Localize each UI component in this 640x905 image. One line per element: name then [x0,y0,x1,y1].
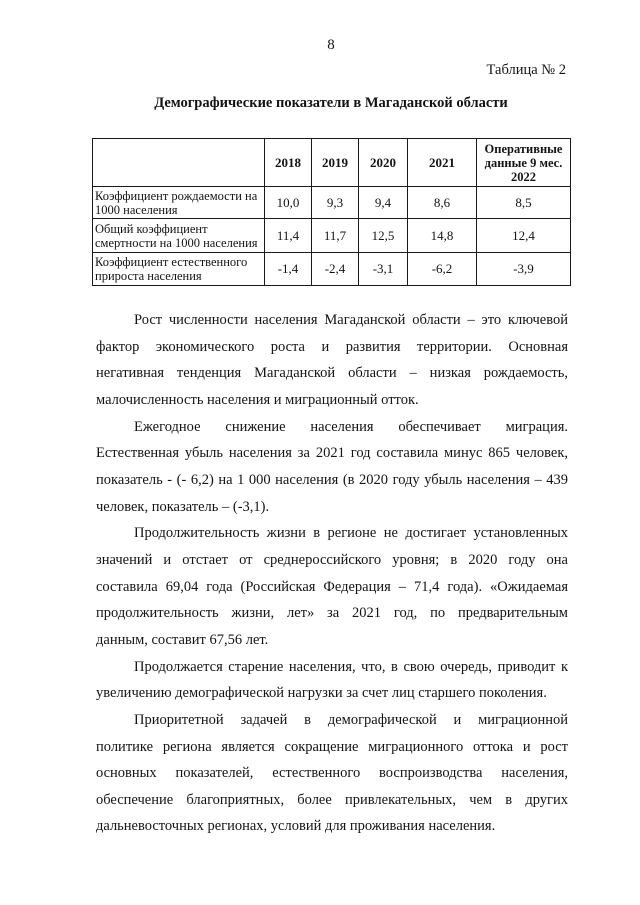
paragraph [96,520,568,653]
paragraph-line: увеличению демографической нагрузки за счет лиц старшего поколения. [96,685,547,702]
paragraph-line: дальневосточных регионах, условий для проживания населения. [96,818,496,835]
paragraph-line: человек, показатель – (-3,1). [96,498,270,515]
table-row [93,219,571,253]
table-header-row [93,139,571,187]
header-line: 2022 [511,169,536,184]
table-header-year: 2020 [359,139,408,187]
table-header-year: 2019 [312,139,359,187]
table-cell-value: -3,9 [477,253,571,286]
row-label-line: 1000 населения [95,202,178,217]
table-header-operative [477,139,571,187]
row-label-line: смертности на 1000 населения [95,235,258,250]
paragraph [96,414,568,521]
table-row [93,253,571,286]
table-cell-value: 9,4 [359,187,408,219]
paragraph-line: Ежегодное снижение населения обеспечивает миграция. [134,418,568,435]
table-cell-value: -3,1 [359,253,408,286]
header-line: данные 9 мес. [484,155,563,170]
paragraph-line: малочисленность населения и миграционный отток. [96,391,419,408]
row-label-line: Общий коэффициент [95,221,208,236]
table-row [93,187,571,219]
paragraph [96,707,568,840]
paragraph-line: фактор экономического роста и развития территории. Основная [96,338,568,355]
paragraph [96,654,568,707]
paragraph-line: составила 69,04 года (Российская Федерация – 71,4 года). «Ожидаемая [96,578,568,595]
row-label-line: Коэффициент рождаемости на [95,188,258,203]
table-header-year: 2018 [265,139,312,187]
row-label [93,187,265,219]
paragraph [96,307,568,414]
paragraph-line: Продолжительность жизни в регионе не достигает установленных [134,525,568,542]
table-cell-value: -1,4 [265,253,312,286]
paragraph-line: показатель - (- 6,2) на 1 000 населения (в 2020 году убыль населения – 439 [96,471,568,488]
table-cell-value: 14,8 [408,219,477,253]
table-cell-value: 8,5 [477,187,571,219]
paragraph-line: обеспечение благоприятных, более привлекательных, чем в других [96,791,568,808]
table-cell-value: 11,4 [265,219,312,253]
page-number: 8 [327,37,335,53]
row-label-line: Коэффициент естественного [95,255,248,269]
table-caption: Таблица № 2 [486,62,566,78]
paragraph-line: политике региона является сокращение миграционного оттока и рост [96,738,568,755]
table-cell-value: 9,3 [312,187,359,219]
demographic-table [92,138,571,286]
body-text [96,307,568,840]
table-cell-value: 12,5 [359,219,408,253]
table-cell-value: -2,4 [312,253,359,286]
paragraph-line: Естественная убыль населения за 2021 год составила минус 865 человек, [96,445,568,462]
paragraph-line: Рост численности населения Магаданской области – это ключевой [134,312,568,328]
table-cell-value: 12,4 [477,219,571,253]
row-label [93,253,265,286]
table-cell-value: -6,2 [408,253,477,286]
paragraph-line: данным, составит 67,56 лет. [96,631,269,648]
paragraph-line: основных показателей, естественного воспроизводства населения, [96,765,568,782]
table-cell-value: 11,7 [312,219,359,253]
table-cell-value: 8,6 [408,187,477,219]
paragraph-line: негативная тенденция Магаданской области – низкая рождаемость, [96,365,568,382]
page-title: Демографические показатели в Магаданской области [154,95,508,111]
header-line: Оперативные [484,141,563,156]
paragraph-line: значений и отстает от среднероссийского уровня; в 2020 году она [96,551,568,568]
table-cell-value: 10,0 [265,187,312,219]
row-label-line: прироста населения [95,269,202,283]
paragraph-line: Продолжается старение населения, что, в свою очередь, приводит к [134,658,568,675]
paragraph-line: продолжительность жизни, лет» за 2021 год, по предварительным [96,605,568,622]
row-label [93,219,265,253]
table-header-year: 2021 [408,139,477,187]
paragraph-line: Приоритетной задачей в демографической и миграционной [134,711,568,728]
table-header-empty [93,139,265,187]
